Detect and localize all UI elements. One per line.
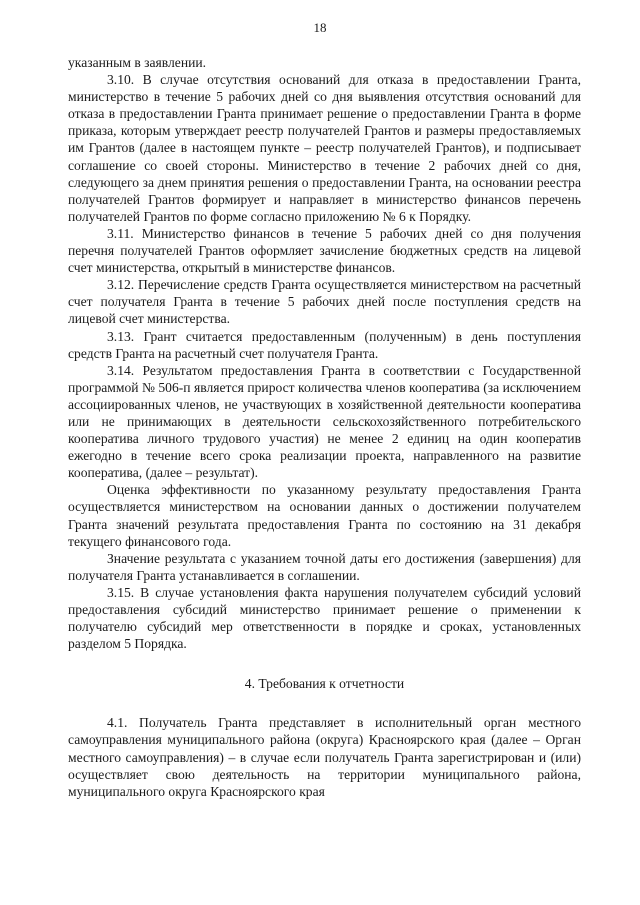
document-body <box>68 54 581 800</box>
paragraph-efficiency-assessment: Оценка эффективности по указанному результату предоставления Гранта осуществляется министерством на основании данных о достижении получателем Гранта значений результата предоставления Гранта по состоянию на 31 декабря текущего финансового года. <box>68 482 581 549</box>
paragraph-3-10: 3.10. В случае отсутствия оснований для отказа в предоставлении Гранта, министерство в течение 5 рабочих дней со дня выявления отсутствия оснований для отказа в предоставлении Гранта принимает решение о предоставлении Гранта в форме приказа, которым утверждает реестр получателей Грантов и размеры предоставляемых им Грантов (далее в настоящем пункте – реестр получателей Грантов), и подписывает соглашение со своей стороны. Министерство в течение 2 рабочих дней со дня, следующего за днем принятия решения о предоставлении Гранта, на основании реестра получателей Грантов формирует и направляет в министерство финансов перечень получателей Грантов по форме согласно приложению № 6 к Порядку. <box>68 72 581 224</box>
paragraph-4-1: 4.1. Получатель Гранта представляет в исполнительный орган местного самоуправления муниципального района (округа) Красноярского края (далее – Орган местного самоуправления) – в случае если получатель Гранта зарегистрирован и (или) осуществляет свою деятельность на территории муниципального района, муниципального округа Красноярского края <box>68 715 581 799</box>
paragraph-3-12: 3.12. Перечисление средств Гранта осуществляется министерством на расчетный счет получателя Гранта в течение 5 рабочих дней после поступления средств на лицевой счет министерства. <box>68 277 581 327</box>
paragraph-3-11: 3.11. Министерство финансов в течение 5 рабочих дней со дня получения перечня получателей Грантов оформляет зачисление бюджетных средств на лицевой счет министерства, открытый в министерстве финансов. <box>68 225 581 276</box>
paragraph-result-value: Значение результата с указанием точной даты его достижения (завершения) для получателя Гранта устанавливается в соглашении. <box>68 550 581 583</box>
paragraph-3-13: 3.13. Грант считается предоставленным (полученным) в день поступления средств Гранта на расчетный счет получателя Гранта. <box>68 328 581 361</box>
page-number: 18 <box>313 20 327 35</box>
paragraph-3-15: 3.15. В случае установления факта нарушения получателем субсидий условий предоставления субсидий министерство принимает решение о применении к получателю субсидий мер ответственности в порядке и сроках, установленных разделом 5 Порядка. <box>68 584 581 652</box>
paragraph-continuation: указанным в заявлении. <box>68 55 207 70</box>
paragraph-3-14: 3.14. Результатом предоставления Гранта в соответствии с Государственной программой № 506-п является прирост количества членов кооператива (за исключением ассоциированных членов, не участвующих в хозяйственной деятельности кооператива или не принимающих в деятельности сельскохозяйственного потребительского кооператива личного трудового участия) не менее 2 единиц на один кооператив ежегодно в течение всего срока реализации проекта, направленного на развитие кооператива, (далее – результат). <box>68 362 581 481</box>
section-heading: 4. Требования к отчетности <box>244 676 405 692</box>
